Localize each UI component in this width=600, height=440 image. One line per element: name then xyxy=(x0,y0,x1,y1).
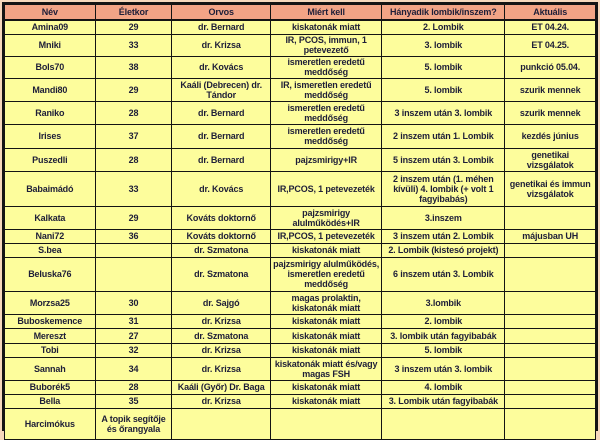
table-cell: IR, PCOS, immun, 1 petevezető xyxy=(270,34,381,56)
table-row xyxy=(5,257,596,291)
table-cell: 3 inszem után 3. lombik xyxy=(382,357,505,380)
table-row xyxy=(5,357,596,380)
table-cell: 3.lombik xyxy=(382,291,505,314)
table-cell: IR,PCOS, 1 petevezeték xyxy=(270,229,381,243)
table-cell: májusban UH xyxy=(505,229,596,243)
table-row xyxy=(5,56,596,78)
table-cell: dr. Krizsa xyxy=(172,394,271,408)
table-cell: kiskatonák miatt xyxy=(270,328,381,343)
table-cell xyxy=(505,357,596,380)
table-cell: Nani72 xyxy=(5,229,96,243)
table-cell: kiskatonák miatt xyxy=(270,343,381,357)
table-cell: dr. Krizsa xyxy=(172,314,271,328)
table-cell: dr. Kovács xyxy=(172,56,271,78)
table-cell: 2 inszem után 1. Lombik xyxy=(382,124,505,148)
table-cell: Tobi xyxy=(5,343,96,357)
table-cell: Kaáli (Debrecen) dr. Tándor xyxy=(172,78,271,101)
table-cell: IR, ismeretlen eredetű meddőség xyxy=(270,78,381,101)
table-cell: S.bea xyxy=(5,243,96,257)
table-cell: Mandi80 xyxy=(5,78,96,101)
table-cell: ismeretlen eredetű meddőség xyxy=(270,124,381,148)
column-header: Hányadik lombik/inszem? xyxy=(382,5,505,21)
table-cell: 29 xyxy=(95,78,172,101)
table-cell: 35 xyxy=(95,394,172,408)
table-cell: dr. Bernard xyxy=(172,148,271,171)
table-cell xyxy=(382,408,505,439)
table-cell: dr. Szmatona xyxy=(172,243,271,257)
table-cell: kiskatonák miatt xyxy=(270,243,381,257)
table-cell: 28 xyxy=(95,380,172,394)
table-cell: Harcimókus xyxy=(5,408,96,439)
table-cell: 28 xyxy=(95,101,172,124)
table-cell: Raniko xyxy=(5,101,96,124)
table-cell: ismeretlen eredetű meddőség xyxy=(270,101,381,124)
table-row xyxy=(5,229,596,243)
table-row xyxy=(5,328,596,343)
table-row xyxy=(5,171,596,206)
table-cell: Amina09 xyxy=(5,20,96,34)
table-cell: Kováts doktornő xyxy=(172,206,271,229)
table-cell: kezdés június xyxy=(505,124,596,148)
table-row xyxy=(5,124,596,148)
table-cell: dr. Krizsa xyxy=(172,357,271,380)
table-cell: Mereszt xyxy=(5,328,96,343)
topic-members-table xyxy=(4,4,596,440)
table-cell: szurik mennek xyxy=(505,78,596,101)
table-cell: 2. Lombik (kistesó projekt) xyxy=(382,243,505,257)
table-cell: 27 xyxy=(95,328,172,343)
table-cell xyxy=(505,243,596,257)
table-cell: 6 inszem után 3. Lombik xyxy=(382,257,505,291)
table-cell: Sannah xyxy=(5,357,96,380)
table-row xyxy=(5,408,596,439)
table-cell: Irises xyxy=(5,124,96,148)
table-cell: dr. Sajgó xyxy=(172,291,271,314)
table-cell xyxy=(505,408,596,439)
table-cell xyxy=(505,328,596,343)
table-cell: kiskatonák miatt xyxy=(270,314,381,328)
table-cell xyxy=(505,206,596,229)
table-cell: 3 inszem után 3. lombik xyxy=(382,101,505,124)
table-cell: punkció 05.04. xyxy=(505,56,596,78)
table-cell: ismeretlen eredetű meddőség xyxy=(270,56,381,78)
table-row xyxy=(5,343,596,357)
table-cell: 2. lombik xyxy=(382,314,505,328)
table-cell: dr. Krizsa xyxy=(172,343,271,357)
table-cell: 33 xyxy=(95,171,172,206)
table-cell: dr. Bernard xyxy=(172,20,271,34)
table-cell: pajzsmirigy+IR xyxy=(270,148,381,171)
table-cell xyxy=(505,394,596,408)
table-cell: 29 xyxy=(95,20,172,34)
table-cell xyxy=(95,243,172,257)
table-row xyxy=(5,380,596,394)
table-cell: Babaimádó xyxy=(5,171,96,206)
header-row xyxy=(5,5,596,21)
table-cell: 2 inszem után (1. méhen kívüli) 4. lombik (+ volt 1 fagyibabás) xyxy=(382,171,505,206)
table-cell: 3.inszem xyxy=(382,206,505,229)
topic-members-table-frame xyxy=(2,2,598,434)
table-cell: 5. lombik xyxy=(382,78,505,101)
table-row xyxy=(5,314,596,328)
table-cell: 38 xyxy=(95,56,172,78)
table-cell xyxy=(172,408,271,439)
table-cell: 5. lombik xyxy=(382,343,505,357)
table-cell: 3 inszem után 2. Lombik xyxy=(382,229,505,243)
table-cell: 32 xyxy=(95,343,172,357)
table-cell: kiskatonák miatt xyxy=(270,20,381,34)
table-cell: IR,PCOS, 1 petevezeték xyxy=(270,171,381,206)
table-cell: ET 04.25. xyxy=(505,34,596,56)
table-cell: dr. Szmatona xyxy=(172,328,271,343)
table-cell: dr. Bernard xyxy=(172,101,271,124)
table-cell xyxy=(95,257,172,291)
table-cell: 2. Lombik xyxy=(382,20,505,34)
table-cell: Buboskemence xyxy=(5,314,96,328)
table-cell: 3. Lombik után fagyibabák xyxy=(382,394,505,408)
table-cell: kiskatonák miatt xyxy=(270,380,381,394)
table-cell: 5. lombik xyxy=(382,56,505,78)
table-cell: magas prolaktin, kiskatonák miatt xyxy=(270,291,381,314)
table-row xyxy=(5,148,596,171)
column-header: Életkor xyxy=(95,5,172,21)
table-cell: Mniki xyxy=(5,34,96,56)
table-cell xyxy=(505,380,596,394)
table-row xyxy=(5,243,596,257)
table-cell: 36 xyxy=(95,229,172,243)
table-cell: kiskatonák miatt és/vagy magas FSH xyxy=(270,357,381,380)
table-cell: ET 04.24. xyxy=(505,20,596,34)
table-cell: Morzsa25 xyxy=(5,291,96,314)
table-cell: 3. lombik után fagyibabák xyxy=(382,328,505,343)
table-cell: Bella xyxy=(5,394,96,408)
table-cell: 30 xyxy=(95,291,172,314)
table-cell: 3. lombik xyxy=(382,34,505,56)
table-cell xyxy=(505,291,596,314)
table-cell: kiskatonák miatt xyxy=(270,394,381,408)
table-cell: A topik segítője és őrangyala xyxy=(95,408,172,439)
table-cell: Bols70 xyxy=(5,56,96,78)
table-row xyxy=(5,20,596,34)
table-cell: 29 xyxy=(95,206,172,229)
column-header: Név xyxy=(5,5,96,21)
table-cell: 34 xyxy=(95,357,172,380)
table-row xyxy=(5,101,596,124)
table-cell: Beluska76 xyxy=(5,257,96,291)
table-cell: dr. Krizsa xyxy=(172,34,271,56)
table-cell: Kováts doktornő xyxy=(172,229,271,243)
table-cell: 4. lombik xyxy=(382,380,505,394)
table-cell: Buborék5 xyxy=(5,380,96,394)
table-cell: pajzsmirigy alulműködés+IR xyxy=(270,206,381,229)
column-header: Aktuális xyxy=(505,5,596,21)
table-cell xyxy=(505,257,596,291)
table-cell: Kalkata xyxy=(5,206,96,229)
table-row xyxy=(5,206,596,229)
table-cell: 28 xyxy=(95,148,172,171)
table-cell xyxy=(270,408,381,439)
table-cell xyxy=(505,314,596,328)
table-cell: dr. Bernard xyxy=(172,124,271,148)
table-cell: Kaáli (Győr) Dr. Baga xyxy=(172,380,271,394)
table-cell: Puszedli xyxy=(5,148,96,171)
table-cell xyxy=(505,343,596,357)
table-cell: 33 xyxy=(95,34,172,56)
table-cell: dr. Kovács xyxy=(172,171,271,206)
table-cell: dr. Szmatona xyxy=(172,257,271,291)
table-row xyxy=(5,291,596,314)
table-row xyxy=(5,394,596,408)
table-cell: pajzsmirigy alulműködés, ismeretlen eredetű meddőség xyxy=(270,257,381,291)
table-row xyxy=(5,34,596,56)
table-cell: 37 xyxy=(95,124,172,148)
column-header: Orvos xyxy=(172,5,271,21)
table-body xyxy=(5,20,596,439)
table-cell: genetikai és immun vizsgálatok xyxy=(505,171,596,206)
table-cell: szurik mennek xyxy=(505,101,596,124)
column-header: Miért kell xyxy=(270,5,381,21)
table-cell: 31 xyxy=(95,314,172,328)
table-row xyxy=(5,78,596,101)
table-cell: genetikai vizsgálatok xyxy=(505,148,596,171)
table-cell: 5 inszem után 3. Lombik xyxy=(382,148,505,171)
